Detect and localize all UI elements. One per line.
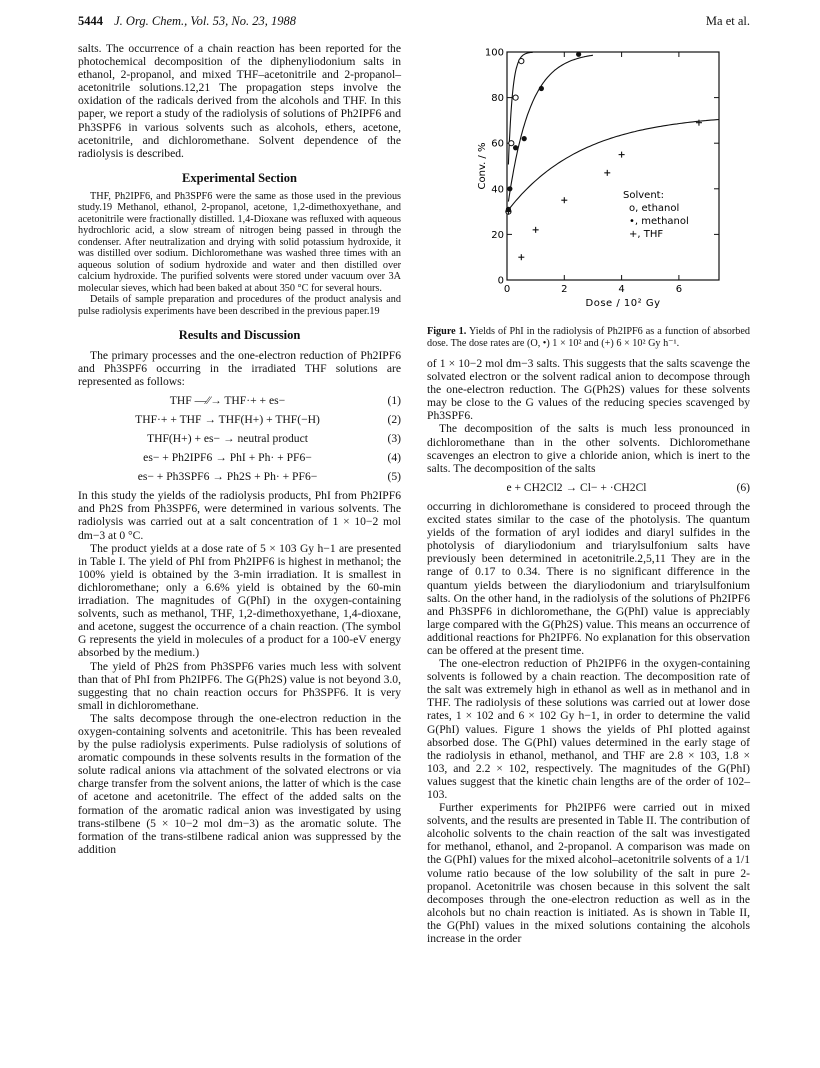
equation: THF(H+) + es− → neutral product (3)	[147, 432, 401, 445]
data-point-methanol	[522, 136, 527, 141]
data-point-ethanol	[513, 95, 518, 100]
data-point-thf	[561, 197, 567, 203]
experimental-heading: Experimental Section	[182, 170, 297, 185]
results-paragraph: The yield of Ph2S from Ph3SPF6 varies much less with solvent than that of PhI from Ph2IPF6. The G(Ph2S) value is not beyond 3.0, suggesting that no chain reaction occurs for Ph3SPF6. It is very small in dichloromethane.	[78, 659, 401, 712]
fit-curve-methanol	[508, 55, 593, 201]
fit-curve-THF	[508, 120, 719, 210]
body-paragraph: The one-electron reduction of Ph2IPF6 in the oxygen-containing solvents is followed by a chain reaction. The decomposition rate of the salt was extremely high in ethanol as well as in methanol and in THF. The radiolysis of these solutions was carried out at lower dose rates, 1 × 102 and 6 × 102 Gy h−1, in order to determine the valid G(PhI) values. Figure 1 shows the yields of PhI plotted against absorbed dose. The G(PhI) values determined in the early stage of the radiolysis in ethanol, methanol, and THF are 2.8 × 103, 1.8 × 103, and 2.2 × 102, respectively. The magnitudes of the G(PhI) values suggest that the kinetic chain lengths are of the order of 102–103.	[427, 657, 750, 801]
body-paragraph: of 1 × 10−2 mol dm−3 salts. This suggests that the salts scavenge the solvated electron or the solvent radical anion to decompose through the one-electron reduction. The G(Ph2S) values for these solvents may be close to the G values of the reducing species scavenged by Ph3SPF6.	[427, 357, 750, 423]
results-paragraph: The primary processes and the one-electron reduction of Ph2IPF6 and Ph3SPF6 occurring in the irradiated THF solutions are represented as follows:	[78, 348, 401, 388]
data-point-methanol	[507, 186, 512, 191]
experimental-paragraph: Details of sample preparation and procedures of the product analysis and pulse radiolysis experiments have been described in the previous paper.19	[78, 294, 401, 317]
equation: es− + Ph3SPF6 → Ph2S + Ph· + PF6− (5)	[137, 470, 401, 484]
running-authors: Ma et al.	[705, 14, 750, 28]
plot-frame	[507, 52, 719, 280]
x-tick-label: 0	[503, 284, 511, 295]
body-paragraph: Further experiments for Ph2IPF6 were carried out in mixed solvents, and the results are presented in Table II. The contribution of alcoholic solvents to the chain reaction of the salt was investigated for methanol, ethanol, and 2-propanol. A comparison was made on the G(PhI) values for the mixed alcohol–acetonitrile solvents of a 1/1 volume ratio because of the low solubility of the salt in pure 2-propanol. Acetonitrile was chosen because in this solvent the salt decomposes through the one-electron reduction as well as in the alcohols but no chain reaction is initiated. As is shown in Table II, the G(PhI) values in the mixed solutions containing the alcohols increase in the order	[427, 801, 750, 946]
journal-citation: J. Org. Chem., Vol. 53, No. 23, 1988	[114, 14, 296, 28]
data-point-methanol	[539, 86, 544, 91]
fit-curve-ethanol	[508, 52, 532, 164]
body-paragraph: The decomposition of the salts is much less pronounced in dichloromethane than in the other solvents. Dichloromethane scavenges an electron to give a chloride anion, which is inert to the salts. The decomposition of the salts	[427, 422, 750, 475]
results-paragraph: The salts decompose through the one-electron reduction in the oxygen-containing solvents and acetonitrile. This has been revealed by the pulse radiolysis experiments. Pulse radiolysis of solutions of aromatic compounds in these solvents results in the formation of the solute radical anions via attachment of the solvated electrons or via charge transfer from the solvent anions, the latter of which is the case of acetone and acetonitrile. The effect of the added salts on the formation of the aromatic radical anion was investigated by using trans-stilbene (5 × 10−2 mol dm−3) as the aromatic solute. The formation of the trans-stilbene radical anion was suppressed by the addition	[78, 711, 401, 856]
y-tick-label: 20	[491, 229, 504, 241]
x-tick-label: 4	[618, 284, 625, 295]
data-point-thf	[533, 227, 539, 233]
left-column	[78, 42, 401, 856]
page-number: 5444	[78, 14, 103, 28]
equation: es− + Ph2IPF6 → PhI + Ph· + PF6− (4)	[143, 451, 401, 465]
legend-entry: •, methanol	[629, 215, 689, 227]
data-point-methanol	[576, 52, 581, 57]
results-paragraph: The product yields at a dose rate of 5 × 103 Gy h−1 are presented in Table I. The yield of PhI from Ph2IPF6 is highest in methanol; the 100% yield is obtained by the 3-min irradiation. It is smallest in dichloromethane; only a 6.6% yield is obtained by the 60-min irradiation. The magnitudes of G(PhI) in the oxygen-containing solvents, such as methanol, THF, 1,2-dimethoxyethane, 1,4-dioxane, and acetone, suggest the occurrence of a chain reaction. (The symbol G represents the yield in molecules of a product for a 100-eV energy absorbed by the medium.)	[78, 541, 401, 660]
figure-1-plot	[427, 42, 750, 322]
intro-paragraph: salts. The occurrence of a chain reaction has been reported for the photochemical decomposition of the diphenyliodonium salts in ethanol, 2-propanol, and mixed THF–acetonitrile and 2-propanol–acetonitrile solutions.12,21 The propagation steps involve the oxidation of the radicals derived from the alcohols and THF. In this paper, we report a study of the radiolysis of solutions of Ph2IPF6 and Ph3SPF6 in various solvents such as alcohols, ethers, acetone, acetonitrile, and dichloromethane. Solvent dependence of the radiolysis is described.	[78, 42, 401, 160]
data-point-thf	[619, 152, 625, 158]
y-tick-label: 100	[484, 47, 504, 59]
data-point-methanol	[513, 145, 518, 150]
x-tick-label: 2	[561, 284, 568, 295]
figure-1	[427, 42, 750, 322]
page-header	[78, 14, 750, 32]
equation: e + CH2Cl2 → Cl− + ·CH2Cl (6)	[506, 480, 750, 494]
equation: THF·+ + THF → THF(H+) + THF(−H) (2)	[135, 412, 401, 426]
x-axis-label: Dose / 10² Gy	[585, 298, 661, 309]
figure-caption: Figure 1. Yields of PhI in the radiolysis of Ph2IPF6 as a function of absorbed dose. The dose rates are (O, •) 1 × 10² and (+) 6 × 10² Gy h⁻¹.	[427, 326, 750, 349]
legend-entry: o, ethanol	[629, 202, 680, 214]
legend-entry: +, THF	[629, 228, 664, 240]
results-paragraph: In this study the yields of the radiolysis products, PhI from Ph2IPF6 and Ph2S from Ph3SPF6, were determined in various solvents. The radiolysis was carried out at a salt concentration of 1 × 10−2 mol dm−3 at 0 °C.	[78, 489, 401, 542]
y-tick-label: 40	[491, 184, 504, 196]
body-paragraph: occurring in dichloromethane is considered to proceed through the excited states similar to the case of the photolysis. The quantum yields of the formation of aryl iodides and diaryl sulfides in the photolysis of diaryliodonium and triarylsulfonium salts have previously been determined in acetonitrile.2,5,11 They are in the range of 0.17 to 0.34. There is no significant difference in the quantum yields between the diaryliodonium and triarylsulfonium salts. On the other hand, in the radiolysis of the solutions of Ph2IPF6 and Ph3SPF6 in dichloromethane, the G(PhI) value is appreciably large compared with the G(Ph2S) value. This means an occurrence of additional reactions for Ph2IPF6. No explanation for this observation can be offered at the present time.	[427, 499, 750, 657]
x-tick-label: 6	[675, 284, 683, 295]
equation: THF —⁄⁄→ THF·+ + es− (1)	[169, 393, 401, 407]
y-tick-label: 0	[497, 275, 504, 287]
results-heading: Results and Discussion	[178, 328, 301, 343]
y-tick-label: 60	[491, 138, 504, 150]
legend-title: Solvent:	[623, 189, 664, 201]
y-axis-label: Conv. / %	[477, 142, 488, 190]
data-point-thf	[604, 170, 610, 176]
data-point-ethanol	[519, 59, 524, 64]
experimental-paragraph: THF, Ph2IPF6, and Ph3SPF6 were the same as those used in the previous study.19 Methanol, ethanol, 2-propanol, acetone, 1,2-dimethoxyethane, and acetonitrile were fractionally distilled. 1,4-Dioxane was refluxed with aqueous hydrochloric acid, a slow stream of nitrogen being passed in through the condenser. After neutralization and drying with solid potassium hydroxide, it was distilled over sodium. Dichloromethane was washed three times with an aqueous solution of sodium hydroxide and water and then distilled over calcium hydroxide. The purified solvents were stored under vacuum over 3A molecular sieves, which had been baked at about 350 °C for several hours.	[78, 190, 401, 294]
data-point-ethanol	[509, 141, 514, 146]
y-tick-label: 80	[491, 93, 504, 105]
right-column	[427, 42, 750, 945]
data-point-thf	[518, 254, 524, 260]
